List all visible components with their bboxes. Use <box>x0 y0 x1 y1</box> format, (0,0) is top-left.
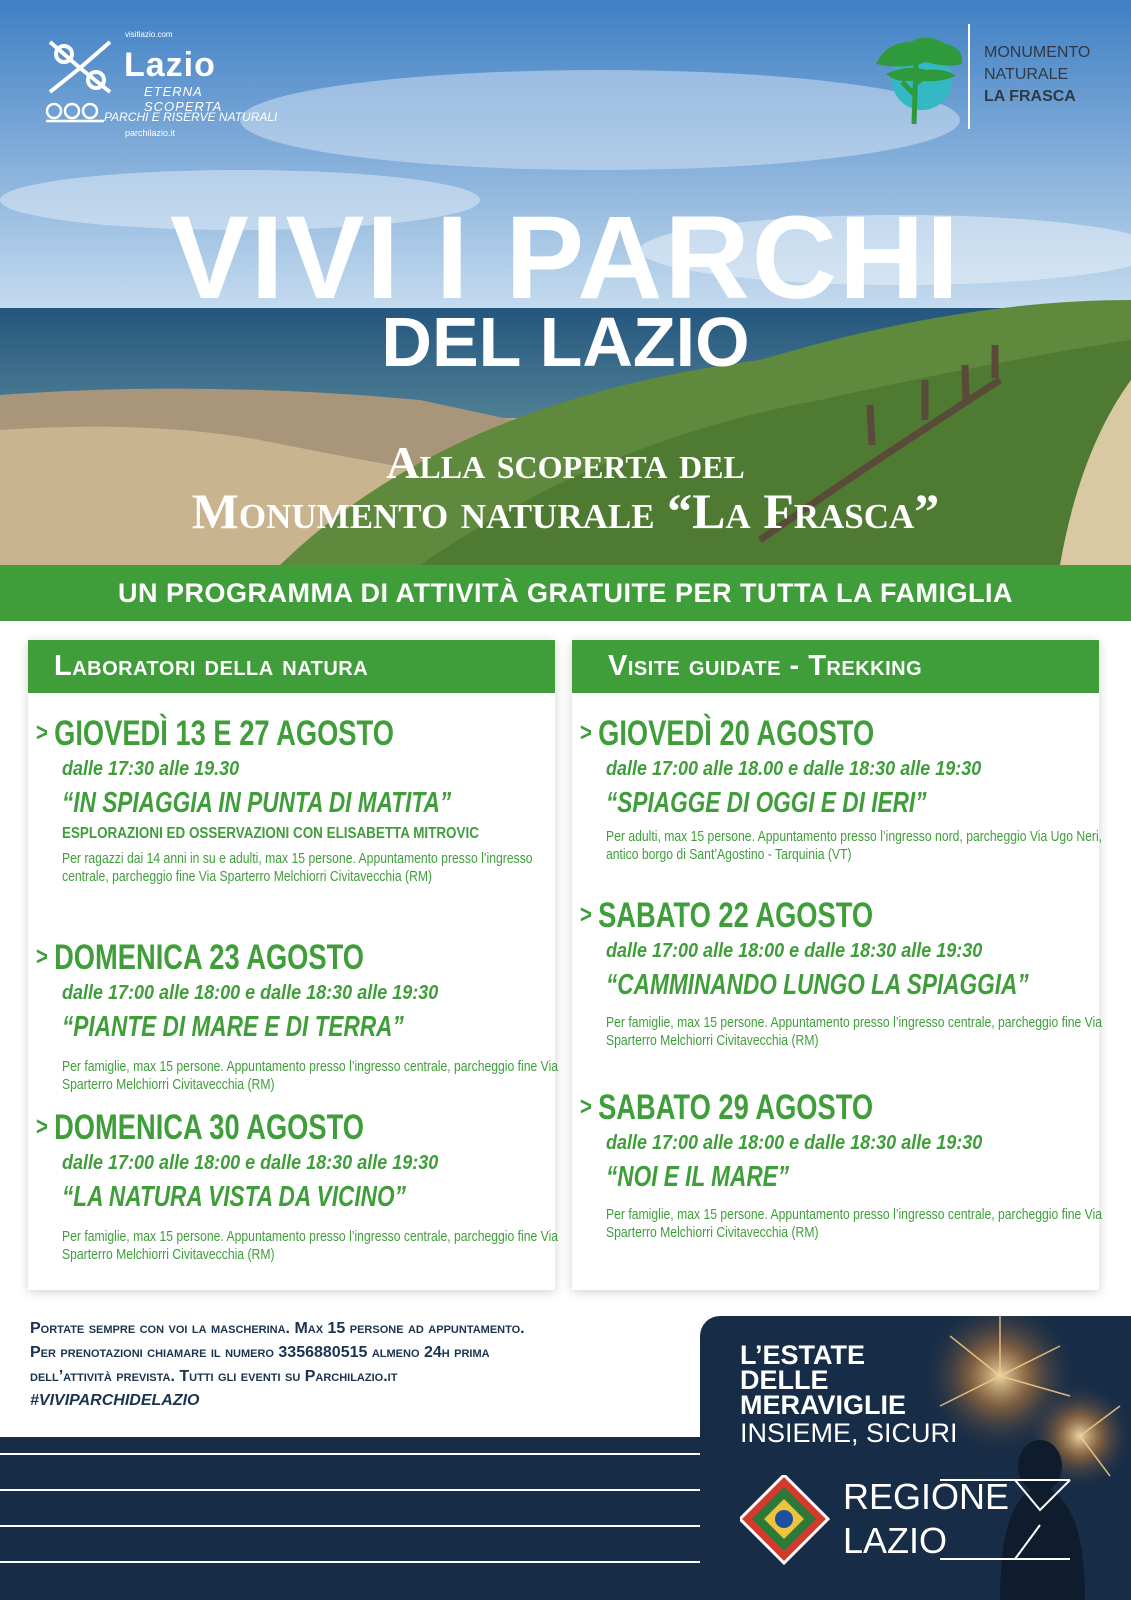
pine-tree-icon <box>866 24 966 129</box>
guided-tours-heading: Visite guidate - Trekking <box>572 640 1099 693</box>
event-date <box>36 1106 433 1148</box>
hashtag[interactable]: #VIVIPARCHIDELAZIO <box>30 1392 200 1409</box>
event-date <box>580 712 977 754</box>
arrow-bullet-icon: > <box>580 899 592 929</box>
monument-line-1: MONUMENTO <box>984 44 1091 61</box>
event-name: “SPIAGGE DI OGGI E DI IERI” <box>606 787 927 819</box>
event-item <box>580 712 1103 864</box>
page-title: VIVI I PARCHI <box>170 192 961 324</box>
event-info: Per famiglie, max 15 persone. Appuntamento presso l’ingresso centrale, parcheggio fine Via Sparterro Melchiorri Civitavecchia (RM) <box>62 1229 559 1263</box>
guided-tours-panel <box>572 640 1103 1290</box>
page-title-sub: DEL LAZIO <box>381 303 750 381</box>
event-date-text: SABATO 29 AGOSTO <box>598 1088 874 1127</box>
monument-line-3: LA FRASCA <box>984 88 1076 105</box>
notes-line-1: Portate sempre con voi la mascherina. Max 15 persone ad appuntamento. <box>30 1320 525 1337</box>
estate-line-2: DELLE <box>740 1365 829 1395</box>
event-time: dalle 17:00 alle 18:00 e dalle 18:30 alle 19:30 <box>62 982 439 1004</box>
event-name: “IN SPIAGGIA IN PUNTA DI MATITA” <box>62 787 452 819</box>
lazio-brand: Lazio <box>124 46 216 84</box>
event-item <box>36 936 559 1094</box>
event-time: dalle 17:00 alle 18.00 e dalle 18:30 alle 19:30 <box>606 758 982 780</box>
booking-notes <box>30 1317 680 1413</box>
event-host: ESPLORAZIONI ED OSSERVAZIONI CON ELISABETTA MITROVIC <box>62 825 479 842</box>
event-item <box>580 1086 1103 1242</box>
parks-site-link: parchilazio.it <box>125 128 176 138</box>
event-info: Per ragazzi dai 14 anni in su e adulti, max 15 persone. Appuntamento presso l’ingresso centrale, parcheggio fine Via Sparterro Melchiorri Civitavecchia (RM) <box>62 851 533 885</box>
workshops-panel <box>28 640 559 1290</box>
arrow-bullet-icon: > <box>580 717 592 747</box>
event-info: Per famiglie, max 15 persone. Appuntamento presso l’ingresso centrale, parcheggio fine Via Sparterro Melchiorri Civitavecchia (RM) <box>606 1015 1103 1049</box>
event-date-text: GIOVEDÌ 20 AGOSTO <box>598 714 875 753</box>
event-date-text: GIOVEDÌ 13 E 27 AGOSTO <box>54 714 394 753</box>
event-name: “NOI E IL MARE” <box>606 1161 790 1193</box>
footer-rule <box>0 1525 700 1527</box>
estate-line-4: INSIEME, SICURI <box>740 1418 958 1448</box>
event-info: Per famiglie, max 15 persone. Appuntamento presso l’ingresso centrale, parcheggio fine Via Sparterro Melchiorri Civitavecchia (RM) <box>62 1059 559 1093</box>
event-name: “LA NATURA VISTA DA VICINO” <box>62 1181 406 1213</box>
lazio-tagline: ETERNA SCOPERTA <box>144 84 223 114</box>
logo-divider <box>968 24 970 129</box>
event-item <box>580 894 1103 1050</box>
region-logo[interactable] <box>740 1475 1100 1570</box>
event-time: dalle 17:00 alle 18:00 e dalle 18:30 alle 19:30 <box>606 1132 983 1154</box>
footer-rule <box>0 1489 700 1491</box>
estate-line-1: L’ESTATE <box>740 1340 866 1370</box>
event-date <box>36 936 433 978</box>
lazio-logo[interactable] <box>40 26 280 146</box>
parks-logo-icon <box>44 99 106 125</box>
arrow-bullet-icon: > <box>36 1111 48 1141</box>
region-line-2: LAZIO <box>843 1520 948 1561</box>
subtitle-line-1: Alla scoperta del <box>386 437 745 488</box>
event-item <box>36 1106 559 1264</box>
event-date-text: DOMENICA 23 AGOSTO <box>54 938 365 977</box>
event-item <box>36 712 545 886</box>
estate-title <box>740 1340 907 1420</box>
arrow-bullet-icon: > <box>36 717 48 747</box>
event-info: Per famiglie, max 15 persone. Appuntamento presso l’ingresso centrale, parcheggio fine Via Sparterro Melchiorri Civitavecchia (RM) <box>606 1207 1103 1241</box>
region-name <box>843 1475 1009 1563</box>
footer-rule <box>0 1453 700 1455</box>
event-date-text: DOMENICA 30 AGOSTO <box>54 1108 365 1147</box>
event-time: dalle 17:00 alle 18:00 e dalle 18:30 alle 19:30 <box>606 940 983 962</box>
event-time: dalle 17:00 alle 18:00 e dalle 18:30 alle 19:30 <box>62 1152 439 1174</box>
event-info: Per adulti, max 15 persone. Appuntamento presso l’ingresso nord, parcheggio Via Ugo Neri, antico borgo di Sant’Agostino - Tarquinia (VT) <box>606 829 1103 863</box>
hero-image <box>0 0 1131 565</box>
lazio-site-link: visitlazio.com <box>125 30 173 39</box>
lazio-logo-icon <box>44 32 120 96</box>
event-name: “PIANTE DI MARE E DI TERRA” <box>62 1011 404 1043</box>
event-date <box>580 1086 977 1128</box>
event-time: dalle 17:30 alle 19.30 <box>62 758 240 780</box>
arrow-bullet-icon: > <box>36 941 48 971</box>
event-name: “CAMMINANDO LUNGO LA SPIAGGIA” <box>606 969 1029 1001</box>
program-banner: UN PROGRAMMA DI ATTIVITÀ GRATUITE PER TUTTA LA FAMIGLIA <box>0 565 1131 621</box>
region-line-1: REGIONE <box>843 1476 1010 1517</box>
event-date <box>36 712 433 754</box>
subtitle-line-2: Monumento naturale “La Frasca” <box>191 483 940 539</box>
event-date <box>580 894 977 936</box>
event-date-text: SABATO 22 AGOSTO <box>598 896 874 935</box>
notes-line-3: dell’attività prevista. Tutti gli eventi su Parchilazio.it <box>30 1368 398 1385</box>
arrow-bullet-icon: > <box>580 1091 592 1121</box>
estate-line-3: MERAVIGLIE <box>740 1390 907 1420</box>
footer-rule <box>0 1561 700 1563</box>
monument-logo <box>866 24 1116 134</box>
monument-line-2: NATURALE <box>984 66 1069 83</box>
parks-label: PARCHI E RISERVE NATURALI <box>104 110 278 124</box>
notes-line-2: Per prenotazioni chiamare il numero 3356880515 almeno 24h prima <box>30 1344 490 1361</box>
workshops-heading: Laboratori della natura <box>28 640 555 693</box>
